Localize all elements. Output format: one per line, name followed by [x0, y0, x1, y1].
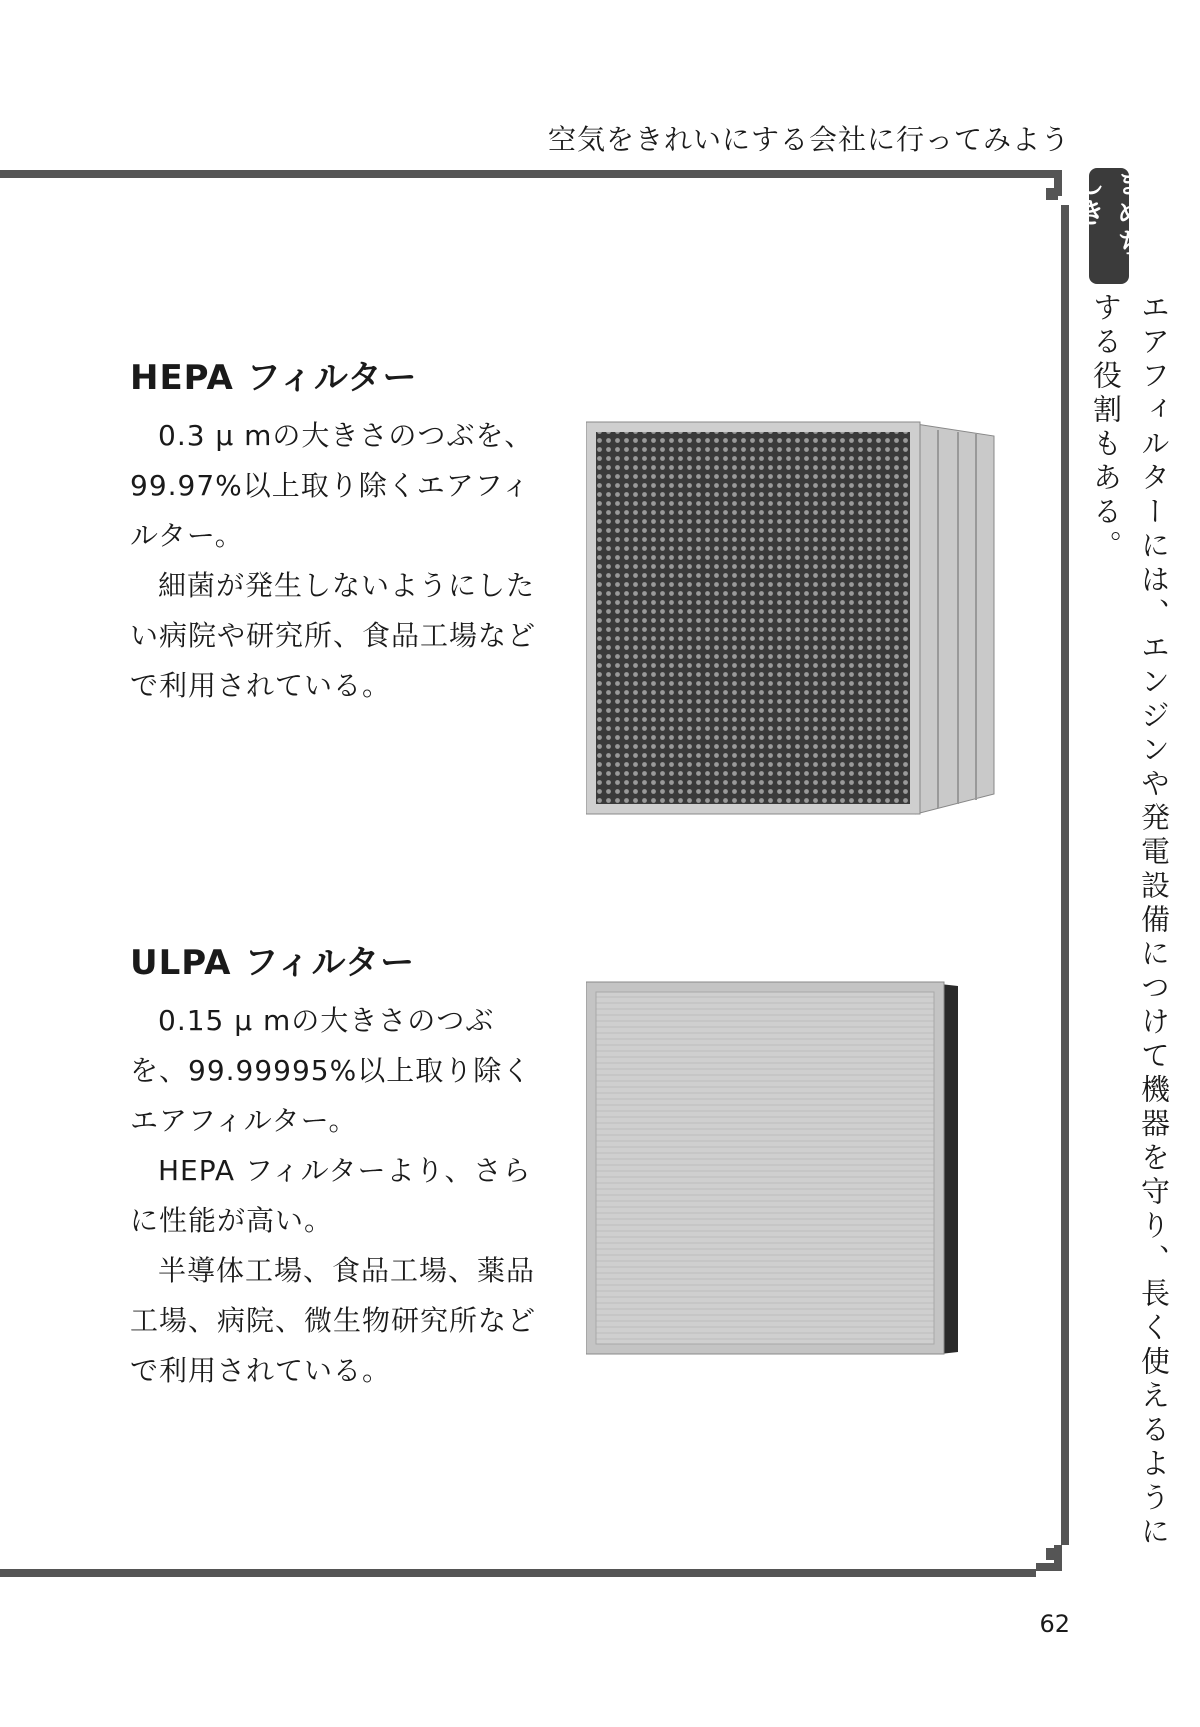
hepa-filter-photo: [586, 418, 996, 816]
page-header-title: 空気をきれいにする会社に行ってみよう: [547, 123, 1070, 156]
frame-corner-dot-bottom: [1046, 1548, 1058, 1560]
hepa-title: HEPA フィルター: [130, 358, 418, 398]
hepa-paragraph: 細菌が発生しないようにしたい病院や研究所、食品工場などで利用されている。: [130, 569, 537, 702]
ulpa-section: [130, 935, 550, 1396]
frame-top-border: [0, 170, 1036, 178]
ulpa-title: ULPA フィルター: [130, 943, 416, 983]
mamechishiki-tag: まめちしき: [1089, 168, 1129, 284]
frame-right-border: [1061, 205, 1069, 1545]
hepa-description: [130, 411, 550, 711]
hepa-section: [130, 350, 550, 711]
ulpa-paragraph: 0.15 μ mの大きさのつぶを、99.99995%以上取り除くエアフィルター。: [130, 1004, 532, 1137]
page-number: 62: [1039, 1610, 1070, 1638]
hepa-paragraph: 0.3 μ mの大きさのつぶを、99.97%以上取り除くエアフィルター。: [130, 419, 534, 552]
ulpa-paragraph: HEPA フィルターより、さらに性能が高い。: [130, 1154, 532, 1237]
ulpa-paragraph: 半導体工場、食品工場、薬品工場、病院、微生物研究所などで利用されている。: [130, 1254, 537, 1387]
ulpa-description: [130, 996, 550, 1396]
ulpa-filter-photo: [586, 980, 962, 1356]
sidebar-note-text: エアフィルターには、エンジンや発電設備につけて機器を守り、長く使えるようにする役割もある。: [1089, 292, 1171, 1550]
frame-bottom-border: [0, 1569, 1036, 1577]
frame-corner-dot-top: [1046, 188, 1058, 200]
